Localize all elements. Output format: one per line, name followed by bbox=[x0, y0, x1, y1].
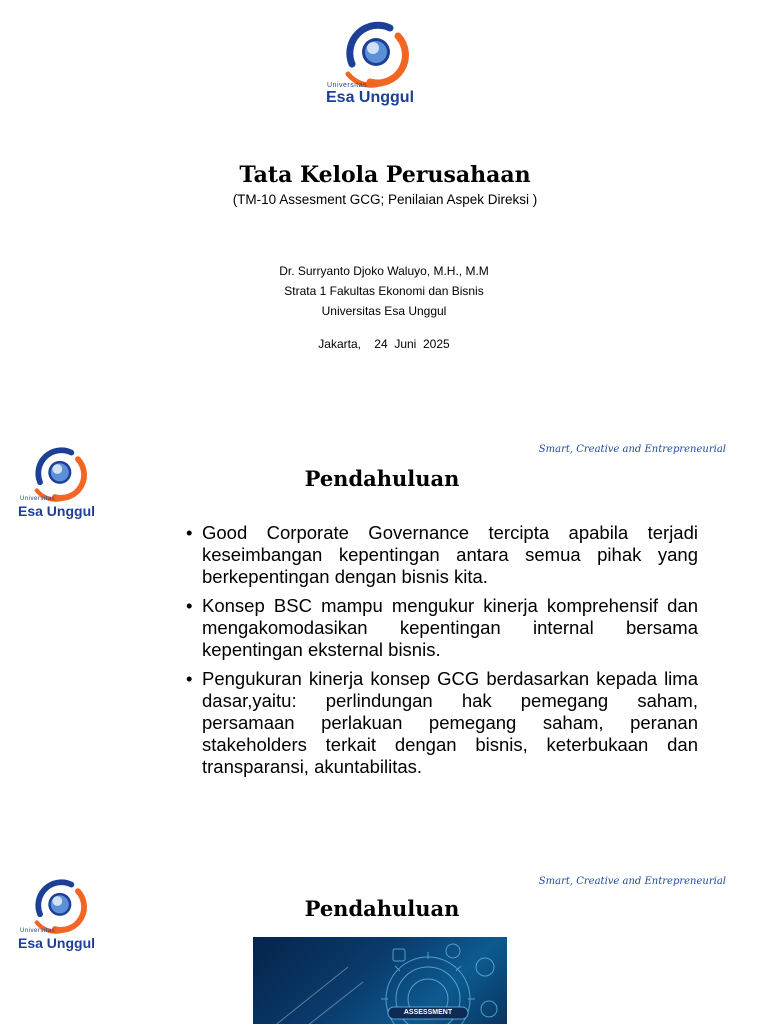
intro-slide bbox=[0, 432, 768, 864]
image-label: ASSESSMENT bbox=[403, 1009, 453, 1016]
assessment-illustration bbox=[253, 937, 507, 1024]
bullet-item bbox=[186, 522, 698, 588]
bullet-icon: • bbox=[186, 668, 193, 689]
bullet-text: Good Corporate Governance tercipta apabila terjadi keseimbangan kepentingan antara semua pihak yang berkepentingan dengan bisnis kita. bbox=[202, 522, 698, 587]
tagline: Smart, Creative and Entrepreneurial bbox=[538, 876, 726, 887]
slide-heading: Pendahuluan bbox=[304, 896, 460, 921]
university-name: Universitas Esa Unggul bbox=[321, 304, 447, 318]
bullet-item bbox=[186, 595, 698, 661]
assessment-gear-icon bbox=[253, 937, 507, 1024]
bullet-item bbox=[186, 668, 698, 778]
logo-small-text: Universitas bbox=[20, 496, 56, 502]
bullet-text: Konsep BSC mampu mengukur kinerja komprehensif dan mengakomodasikan kepentingan internal bersama kepentingan eksternal bisnis. bbox=[202, 595, 698, 660]
intro-image-slide bbox=[0, 864, 768, 1024]
bullet-text: Pengukuran kinerja konsep GCG berdasarkan kepada lima dasar,yaitu: perlindungan hak pemegang saham, persamaan perlakuan pemegang saham, peranan stakeholders terkait dengan bisnis, keterbukaan dan transparansi, akuntabilitas. bbox=[202, 668, 698, 777]
bullet-list bbox=[186, 522, 698, 785]
logo-small-text: Universitas bbox=[20, 928, 56, 934]
place-date: Jakarta, 24 Juni 2025 bbox=[318, 337, 450, 351]
logo-emblem-icon bbox=[340, 20, 410, 88]
logo-name-text: Esa Unggul bbox=[18, 935, 96, 951]
logo-small-text: Universitas bbox=[327, 82, 368, 89]
university-logo bbox=[322, 20, 414, 110]
logo-name-text: Esa Unggul bbox=[326, 89, 415, 106]
presentation-subtitle: (TM-10 Assesment GCG; Penilaian Aspek Direksi ) bbox=[232, 192, 538, 207]
bullet-icon: • bbox=[186, 522, 193, 543]
bullet-icon: • bbox=[186, 595, 193, 616]
faculty-name: Strata 1 Fakultas Ekonomi dan Bisnis bbox=[284, 284, 484, 298]
slide-heading: Pendahuluan bbox=[304, 466, 460, 491]
tagline: Smart, Creative and Entrepreneurial bbox=[538, 444, 726, 455]
logo-name-text: Esa Unggul bbox=[18, 503, 96, 519]
author-name: Dr. Surryanto Djoko Waluyo, M.H., M.M bbox=[279, 264, 489, 278]
title-slide bbox=[0, 0, 768, 432]
presentation-title: Tata Kelola Perusahaan bbox=[239, 162, 531, 188]
